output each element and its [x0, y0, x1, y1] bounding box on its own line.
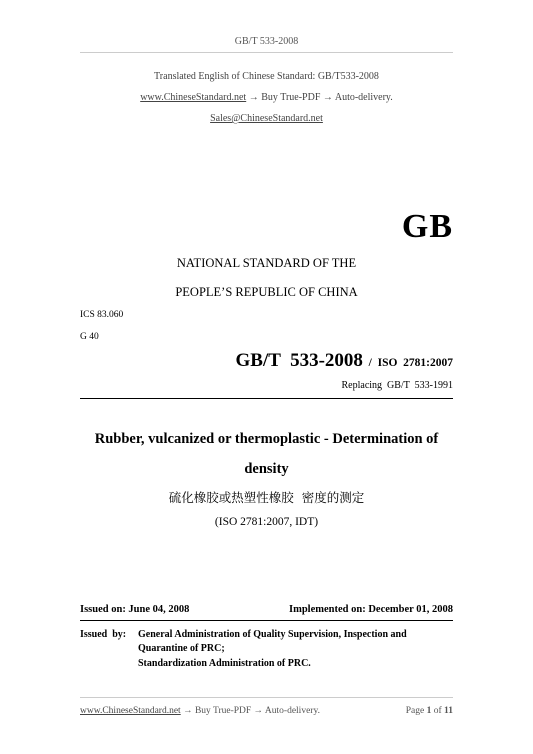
issuer-line1: General Administration of Quality Supervision, Inspection and	[138, 629, 407, 640]
issuer-label: Issued by:	[80, 629, 127, 640]
implemented-date: Implemented on: December 01, 2008	[289, 604, 453, 615]
title-divider	[80, 398, 453, 399]
title-line1: Rubber, vulcanized or thermoplastic - Determination of	[94, 431, 439, 447]
of-label: of	[433, 706, 442, 716]
page-label: Page	[405, 706, 425, 716]
national-standard-line2: PEOPLE’S REPUBLIC OF CHINA	[175, 285, 358, 299]
purchase-text: → Buy True-PDF → Auto-delivery.	[246, 92, 393, 103]
footer-site-link[interactable]: www.ChineseStandard.net	[80, 706, 181, 716]
running-header: GB/T 533-2008	[234, 36, 299, 47]
purchase-line	[0, 92, 533, 103]
ics-code: ICS 83.060	[80, 310, 124, 320]
email-line	[0, 113, 533, 124]
issuer-line2: Quarantine of PRC;	[138, 643, 225, 654]
header-divider	[80, 52, 453, 53]
page-number: 1	[426, 706, 432, 716]
title-line2: density	[244, 461, 289, 477]
page-total: 11	[444, 706, 453, 716]
email-link[interactable]: Sales@ChineseStandard.net	[210, 113, 323, 124]
dates-divider	[80, 620, 453, 621]
gb-logo: GB	[401, 208, 453, 245]
standard-code	[236, 350, 453, 372]
issued-date: Issued on: June 04, 2008	[80, 604, 190, 615]
footer-divider	[80, 697, 453, 698]
footer-purchase-line	[80, 706, 320, 716]
issuer-block	[80, 628, 453, 656]
g-code: G 40	[80, 332, 99, 342]
national-standard-line1: NATIONAL STANDARD OF THE	[176, 256, 357, 270]
standard-number: GB/T 533-2008	[235, 350, 363, 371]
replacing-note: Replacing GB/T 533-1991	[341, 380, 453, 391]
footer-purchase-text: → Buy True-PDF → Auto-delivery.	[180, 706, 320, 716]
issuer-line3: Standardization Administration of PRC.	[138, 658, 311, 669]
chinese-title: 硫化橡胶或热塑性橡胶 密度的测定	[168, 490, 365, 505]
iso-number: / ISO 2781:2007	[362, 357, 453, 369]
site-link[interactable]: www.ChineseStandard.net	[140, 92, 247, 103]
translation-note: Translated English of Chinese Standard: GB/T533-2008	[154, 71, 379, 82]
iso-equivalence: (ISO 2781:2007, IDT)	[214, 516, 319, 528]
page-indicator	[406, 706, 453, 716]
